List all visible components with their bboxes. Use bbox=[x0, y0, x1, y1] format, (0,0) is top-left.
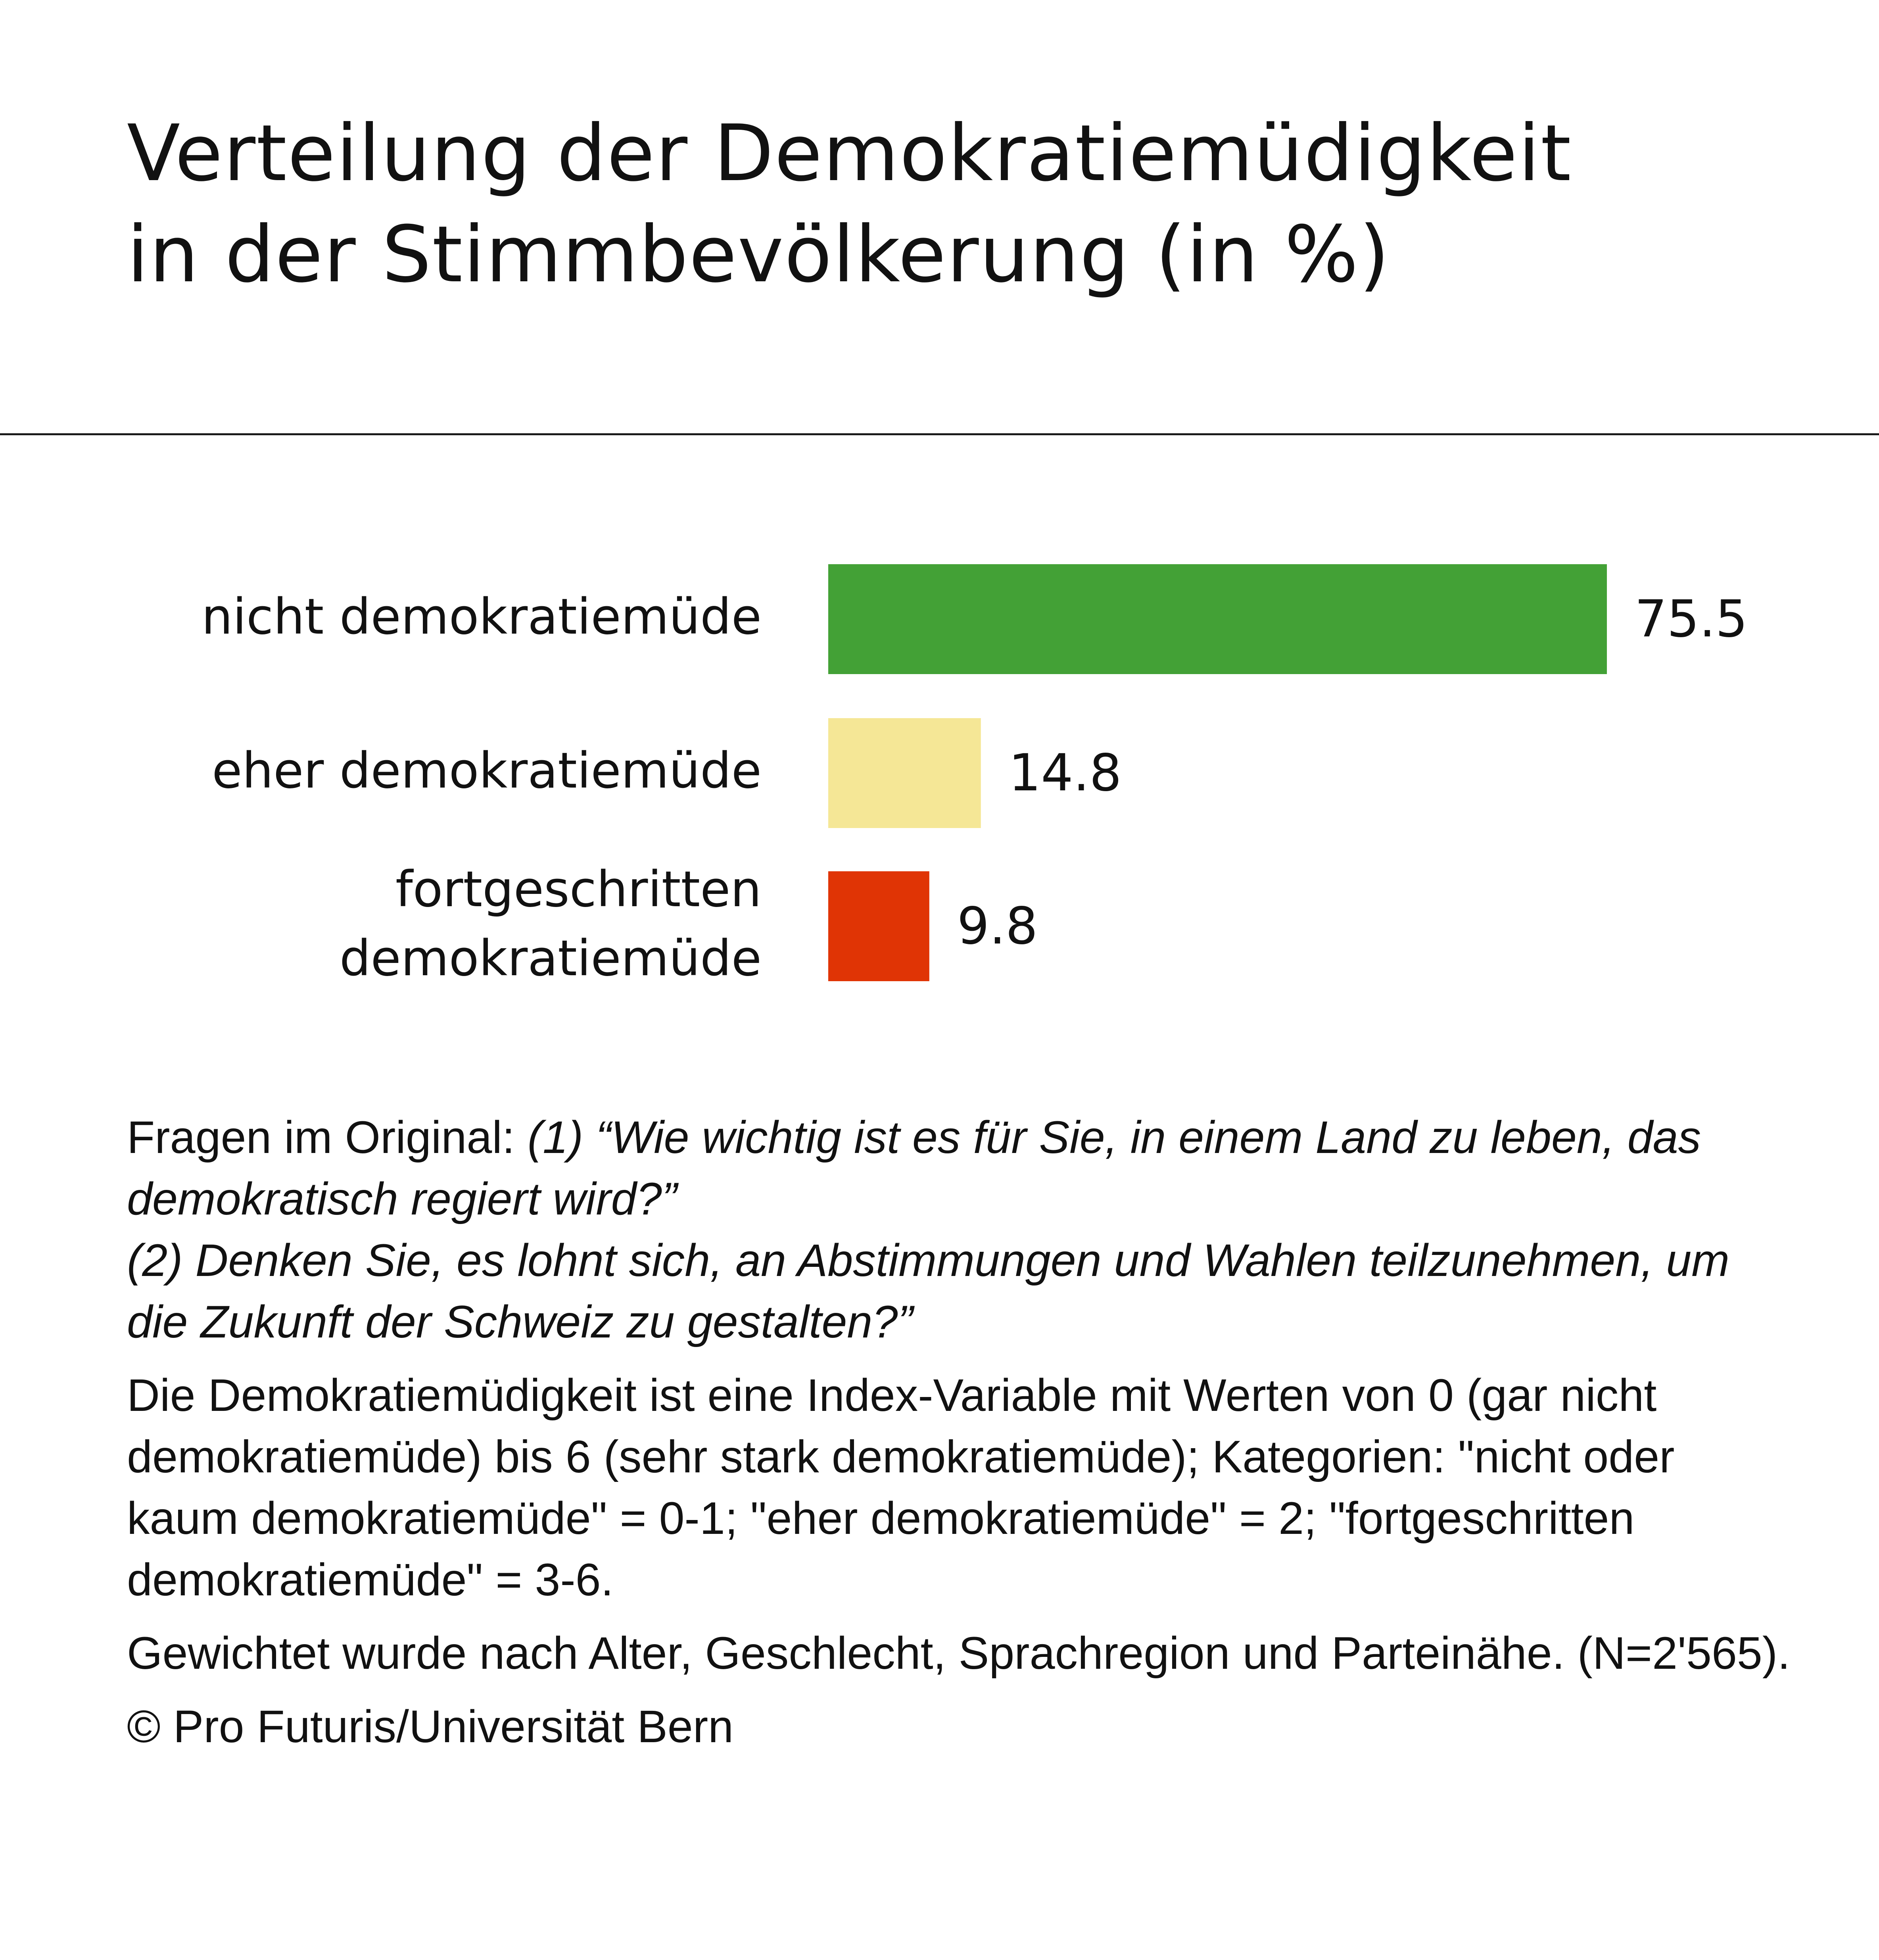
questions-note bbox=[127, 1107, 1793, 1353]
category-label-2-line-1: eher demokratiemüde bbox=[212, 742, 762, 799]
chart-title-line-2: in der Stimmbevölkerung (in %) bbox=[127, 209, 1390, 300]
copyright-note: © Pro Futuris/Universität Bern bbox=[127, 1701, 734, 1752]
category-label-3 bbox=[340, 855, 762, 993]
bar-chart bbox=[0, 516, 1879, 1032]
index-note: Die Demokratiemüdigkeit ist eine Index-Variable mit Werten von 0 (gar nicht demokratiemüde) bis 6 (sehr stark demokratiemüde); Kategorien: "nicht oder kaum demokratiemüde" = 0-1; "eher demokratiemüde" = 2; "fortgeschritten demokratiemüde" = 3-6. bbox=[127, 1370, 1675, 1605]
category-label-2 bbox=[212, 736, 762, 805]
question-2: (2) Denken Sie, es lohnt sich, an Abstimmungen und Wahlen teilzunehmen, um die Zukunft der Schweiz zu gestalten?” bbox=[127, 1235, 1729, 1347]
chart-notes bbox=[127, 1107, 1793, 1770]
question-1: (1) “Wie wichtig ist es für Sie, in einem Land zu leben, das demokratisch regiert wird?” bbox=[127, 1112, 1701, 1224]
bar-2 bbox=[828, 718, 981, 828]
category-label-1 bbox=[202, 582, 762, 651]
value-label-2: 14.8 bbox=[1008, 743, 1122, 803]
value-label-3: 9.8 bbox=[957, 896, 1038, 956]
divider-line bbox=[0, 433, 1879, 435]
questions-prefix: Fragen im Original: bbox=[127, 1112, 528, 1163]
bar-3 bbox=[828, 871, 929, 981]
category-label-1-line-1: nicht demokratiemüde bbox=[201, 588, 762, 646]
category-label-3-line-2: demokratiemüde bbox=[339, 930, 762, 987]
weighting-note: Gewichtet wurde nach Alter, Geschlecht, Sprachregion und Parteinähe. (N=2'565). bbox=[127, 1628, 1791, 1679]
chart-title-line-1: Verteilung der Demokratiemüdigkeit bbox=[127, 108, 1572, 199]
chart-title bbox=[127, 103, 1793, 306]
category-label-3-line-1: fortgeschritten bbox=[395, 861, 762, 918]
bar-1 bbox=[828, 564, 1607, 674]
value-label-1: 75.5 bbox=[1635, 589, 1748, 649]
